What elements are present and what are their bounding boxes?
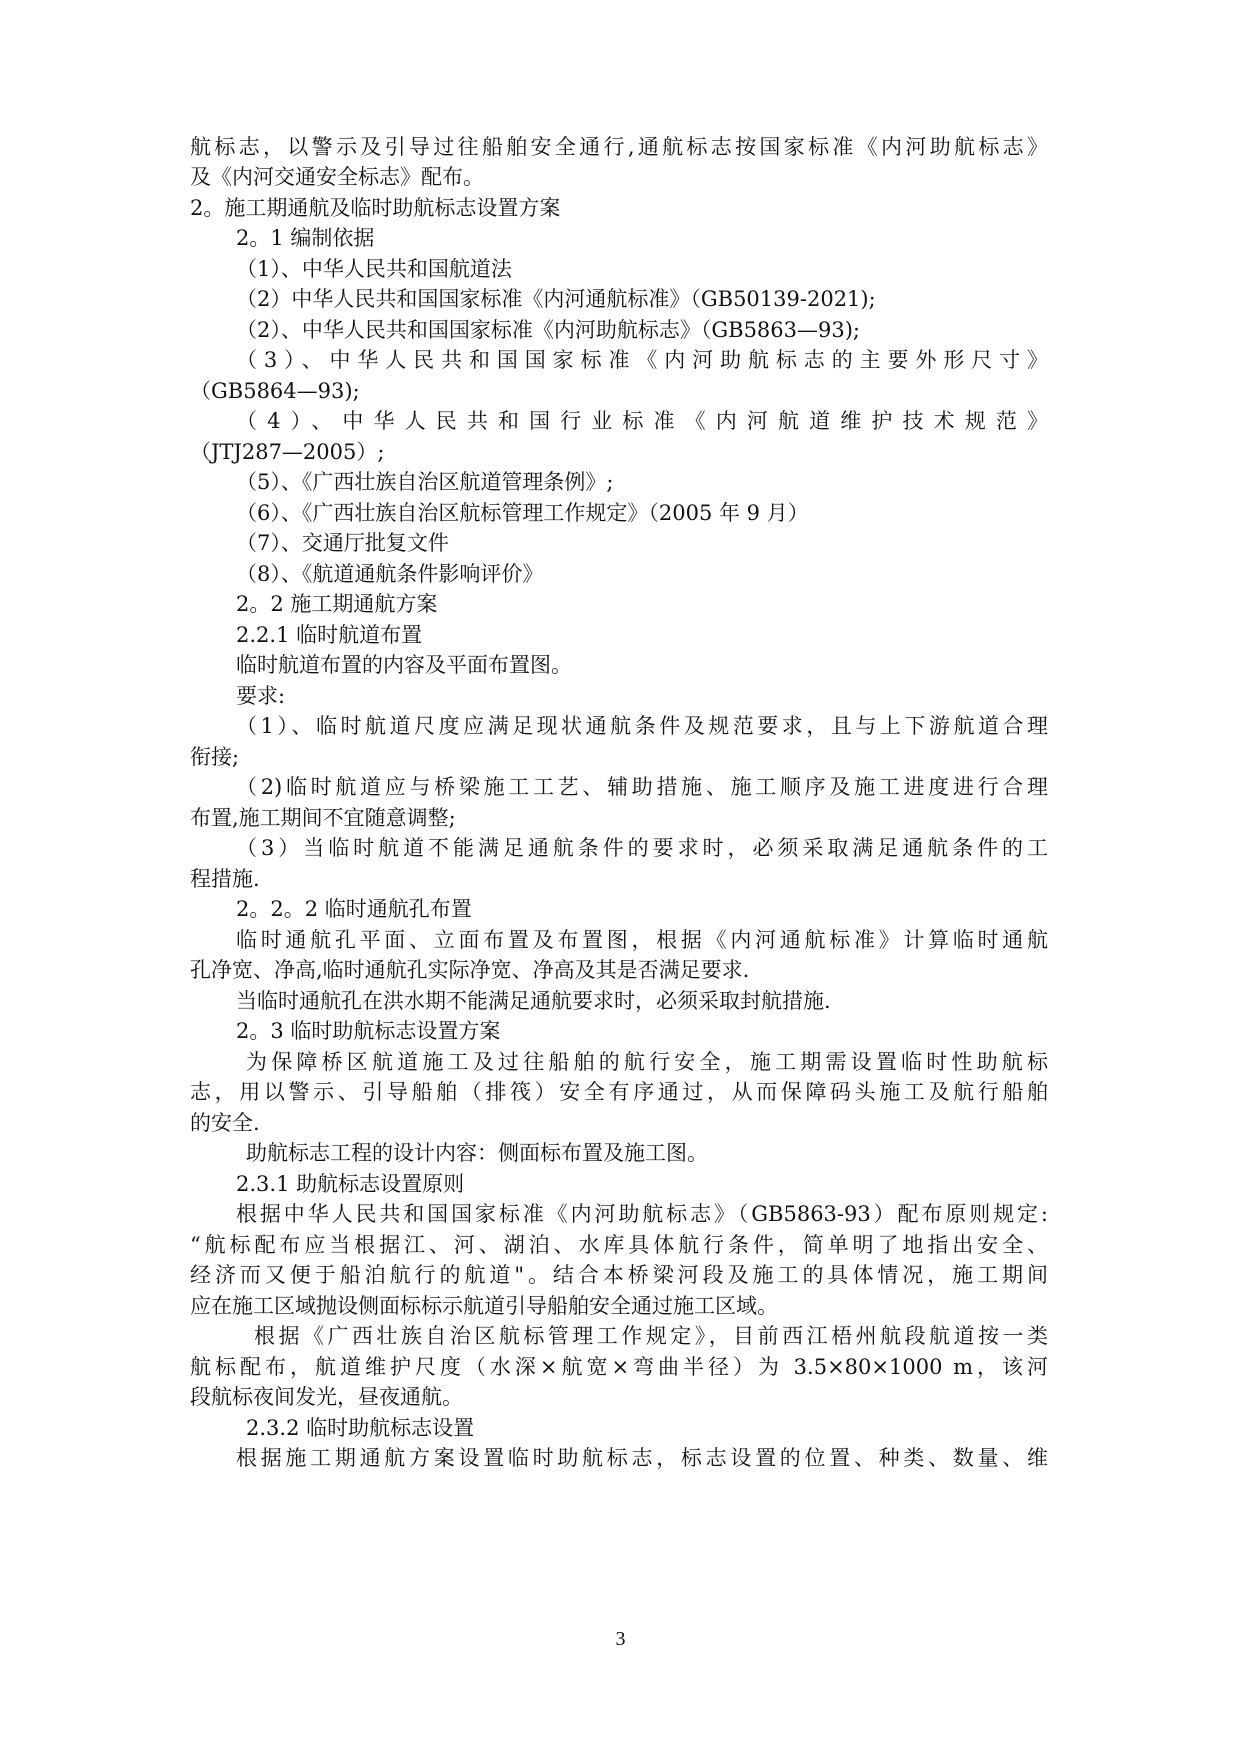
text-line: 航标志，以警示及引导过往船舶安全通行,通航标志按国家标准《内河助航标志》 — [190, 135, 1048, 159]
list-item: （2）中华人民共和国国家标准《内河通航标准》（GB50139-2021); — [236, 287, 876, 311]
list-item: （7）、交通厅批复文件 — [236, 531, 449, 555]
list-item: （3）、中华人民共和国国家标准《内河助航标志的主要外形尺寸》 — [236, 348, 1048, 372]
paragraph-line: 当临时通航孔在洪水期不能满足通航要求时，必须采取封航措施. — [236, 989, 831, 1013]
subsection-heading: 2.2.1 临时航道布置 — [236, 623, 423, 647]
list-item: （8）、《航道通航条件影响评价》 — [236, 562, 544, 586]
list-item: （2）、中华人民共和国国家标准《内河助航标志》（GB5863—93); — [236, 318, 860, 342]
list-item-continuation: 程措施. — [190, 867, 260, 891]
paragraph-line: 要求: — [236, 684, 286, 708]
subsection-heading: 2.3.2 临时助航标志设置 — [246, 1416, 475, 1440]
page-number: 3 — [615, 1628, 626, 1650]
quote-line: 经济而又便于船泊航行的航道"。结合本桥梁河段及施工的具体情况，施工期间 — [190, 1263, 1048, 1287]
list-item: （6）、《广西壮族自治区航标管理工作规定》（2005 年 9 月） — [236, 501, 809, 525]
list-item: （1）、临时航道尺度应满足现状通航条件及规范要求，且与上下游航道合理 — [236, 714, 1048, 738]
list-item: （3）当临时航道不能满足通航条件的要求时，必须采取满足通航条件的工 — [236, 836, 1048, 860]
paragraph-line: 孔净宽、净高,临时通航孔实际净宽、净高及其是否满足要求. — [190, 958, 750, 982]
list-item-continuation: 布置,施工期间不宜随意调整; — [190, 806, 456, 830]
paragraph-line: 临时通航孔平面、立面布置及布置图，根据《内河通航标准》计算临时通航 — [236, 928, 1048, 952]
section-heading: 2。施工期通航及临时助航标志设置方案 — [190, 196, 561, 220]
paragraph-line: 根据中华人民共和国国家标准《内河助航标志》（GB5863-93）配布原则规定: — [236, 1202, 1048, 1226]
paragraph-line: 志，用以警示、引导船舶（排筏）安全有序通过，从而保障码头施工及航行船舶 — [190, 1080, 1048, 1104]
paragraph-line: 应在施工区域抛设侧面标标示航道引导船舶安全通过施工区域。 — [190, 1294, 778, 1318]
list-item: （4）、中华人民共和国行业标准《内河航道维护技术规范》 — [236, 409, 1048, 433]
paragraph-line: 段航标夜间发光，昼夜通航。 — [190, 1385, 463, 1409]
paragraph-line: 临时航道布置的内容及平面布置图。 — [236, 653, 572, 677]
paragraph-line: 根据施工期通航方案设置临时助航标志，标志设置的位置、种类、数量、维 — [236, 1446, 1048, 1470]
subsection-heading: 2。3 临时助航标志设置方案 — [236, 1019, 501, 1043]
subsection-heading: 2.3.1 助航标志设置原则 — [236, 1172, 465, 1196]
subsection-heading: 2。2 施工期通航方案 — [236, 592, 438, 616]
list-item-continuation: 衔接; — [190, 745, 240, 769]
paragraph-line: 的安全. — [190, 1111, 260, 1135]
paragraph-line: 航标配布，航道维护尺度（水深×航宽×弯曲半径）为 3.5×80×1000 m，该河 — [190, 1355, 1048, 1379]
subsection-heading: 2。2。2 临时通航孔布置 — [236, 897, 472, 921]
list-item-continuation: （GB5864—93); — [190, 379, 360, 403]
text-line: 及《内河交通安全标志》配布。 — [190, 165, 484, 189]
list-item: （1）、中华人民共和国航道法 — [236, 257, 512, 281]
paragraph-line: 根据《广西壮族自治区航标管理工作规定》，目前西江梧州航段航道按一类 — [254, 1324, 1048, 1348]
list-item-continuation: （JTJ287—2005）; — [190, 440, 385, 464]
paragraph-line: 为保障桥区航道施工及过往船舶的航行安全，施工期需设置临时性助航标 — [246, 1050, 1048, 1074]
list-item: （5）、《广西壮族自治区航道管理条例》; — [236, 470, 614, 494]
paragraph-line: 助航标志工程的设计内容：侧面标布置及施工图。 — [246, 1141, 708, 1165]
quote-line: “航标配布应当根据江、河、湖泊、水库具体航行条件，简单明了地指出安全、 — [190, 1233, 1048, 1257]
list-item: （2)临时航道应与桥梁施工工艺、辅助措施、施工顺序及施工进度进行合理 — [236, 775, 1048, 799]
subsection-heading: 2。1 编制依据 — [236, 226, 375, 250]
